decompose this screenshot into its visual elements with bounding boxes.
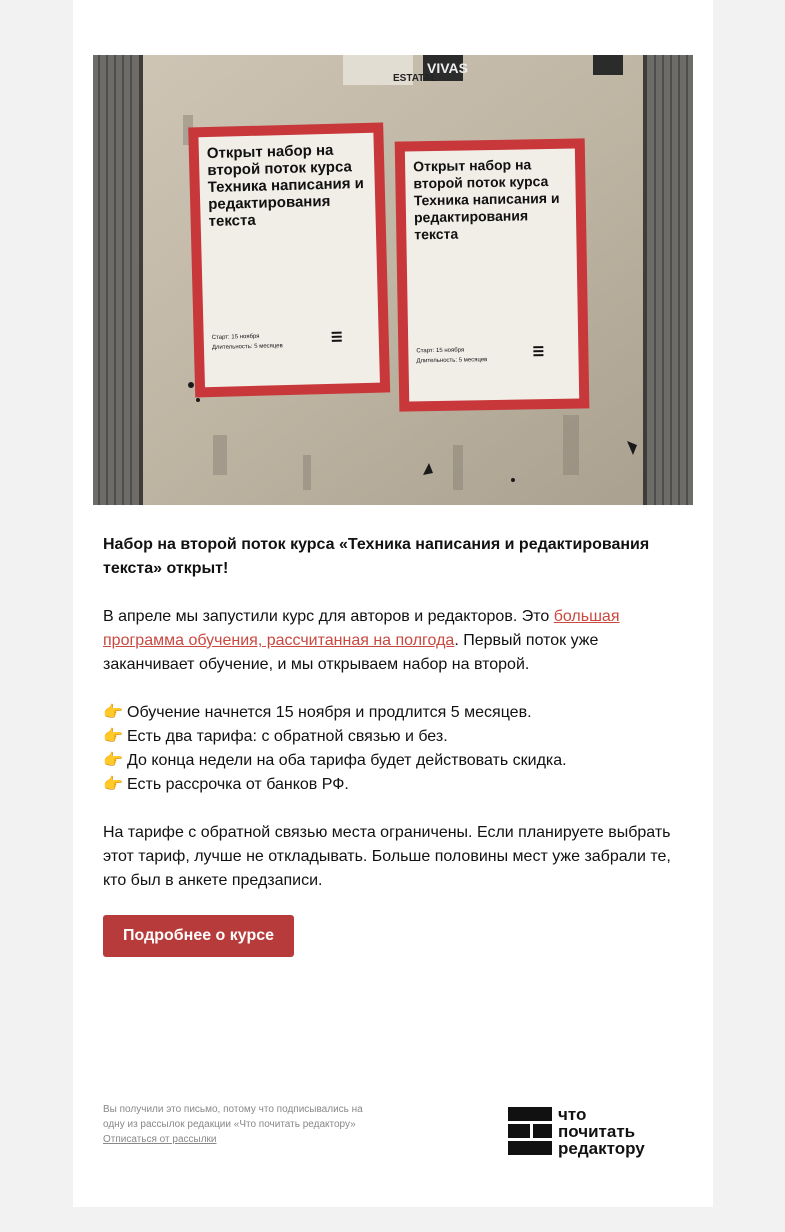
- program-link[interactable]: большая программа обучения, рассчитанная на полгода: [103, 608, 620, 649]
- pointing-hand-icon: 👉: [103, 752, 123, 769]
- logo-mark-icon: [508, 1105, 688, 1159]
- email-body: [103, 533, 683, 917]
- footer-notice: [103, 1102, 383, 1147]
- logo-line-2: почитать: [558, 1122, 636, 1141]
- pointing-hand-icon: 👉: [103, 704, 123, 721]
- poster-right: [395, 138, 590, 411]
- bullet-list: [103, 701, 683, 797]
- list-item: [103, 773, 683, 797]
- poster-left-duration: Длительность: 5 месяцев: [211, 343, 283, 352]
- pointing-hand-icon: 👉: [103, 776, 123, 793]
- pointing-hand-icon: 👉: [103, 728, 123, 745]
- list-item: [103, 701, 683, 725]
- wall-text-vivas: VIVAS: [427, 60, 468, 76]
- wall-text-estatal: ESTATAL: [393, 73, 437, 84]
- bullet-text: Есть два тарифа: с обратной связью и без.: [127, 728, 448, 745]
- bullet-text: До конца недели на оба тарифа будет действовать скидка.: [127, 752, 567, 769]
- subscription-notice: Вы получили это письмо, потому что подписывались на одну из рассылок редакции «Что почитать редактору»: [103, 1104, 363, 1130]
- bullet-text: Обучение начнется 15 ноября и продлится 5 месяцев.: [127, 704, 532, 721]
- hero-image: [93, 55, 693, 505]
- hero-illustration: [93, 55, 693, 505]
- list-item: [103, 749, 683, 773]
- poster-right-start: Старт: 15 ноября: [416, 347, 465, 355]
- poster-left-title: Открыт набор на второй поток курса Техника написания и редактирования текста: [206, 141, 365, 231]
- list-item: [103, 725, 683, 749]
- poster-right-title: Открыт набор на второй поток курса Техника написания и редактирования текста: [412, 156, 560, 243]
- course-details-button[interactable]: Подробнее о курсе: [103, 915, 294, 957]
- email-card: [73, 0, 713, 1207]
- poster-right-duration: Длительность: 5 месяцев: [416, 357, 488, 365]
- bullet-text: Есть рассрочка от банков РФ.: [127, 776, 349, 793]
- headline: Набор на второй поток курса «Техника написания и редактирования текста» открыт!: [103, 536, 650, 577]
- logo-line-3: редактору: [558, 1139, 645, 1158]
- poster-left: [188, 122, 390, 397]
- unsubscribe-link[interactable]: Отписаться от рассылки: [103, 1134, 217, 1145]
- closing-paragraph: На тарифе с обратной связью места ограничены. Если планируете выбрать этот тариф, лучше не откладывать. Больше половины мест уже забрали те, кто был в анкете предзаписи.: [103, 824, 671, 889]
- intro-text-before: В апреле мы запустили курс для авторов и редакторов. Это: [103, 608, 554, 625]
- poster-left-start: Старт: 15 ноября: [211, 333, 260, 342]
- intro-text-after: . Первый поток уже заканчивает обучение, и мы открываем набор на второй.: [103, 632, 599, 673]
- intro-paragraph: [103, 605, 683, 677]
- logo-line-1: что: [558, 1105, 587, 1124]
- brand-logo: [508, 1105, 688, 1159]
